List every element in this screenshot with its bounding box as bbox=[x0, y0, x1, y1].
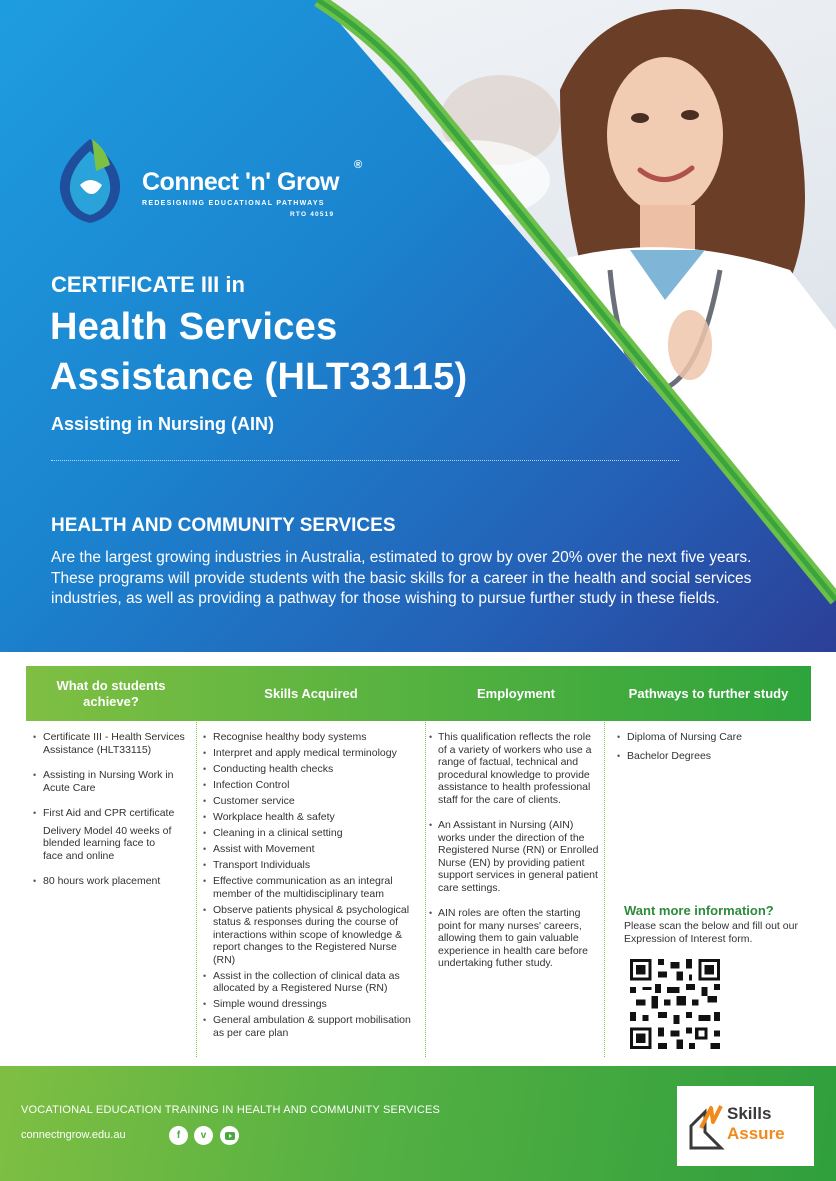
brand-tagline: REDESIGNING EDUCATIONAL PATHWAYS bbox=[142, 200, 325, 207]
rto-number: RTO 40519 bbox=[290, 211, 335, 218]
list-item: • Workplace health & safety bbox=[200, 811, 420, 824]
footer bbox=[0, 1066, 836, 1181]
more-info-box bbox=[624, 903, 804, 946]
achieve-column bbox=[30, 731, 190, 901]
skills-assure-logo bbox=[677, 1086, 814, 1166]
list-item: • Certificate III - Health Services Assistance (HLT33115) bbox=[30, 731, 190, 756]
header-pathways: Pathways to further study bbox=[628, 685, 789, 701]
list-item: • Observe patients physical & psychological status & responses during the course of interactions within scope of knowledge & report changes to the Registered Nurse (RN) bbox=[200, 904, 420, 967]
list-item: • Cleaning in a clinical setting bbox=[200, 827, 420, 840]
divider bbox=[51, 460, 679, 461]
pathways-column bbox=[614, 731, 804, 768]
connect-n-grow-logo bbox=[50, 135, 370, 225]
skills-assure-mark-icon bbox=[687, 1098, 727, 1158]
footer-tagline: VOCATIONAL EDUCATION TRAINING IN HEALTH AND COMMUNITY SERVICES bbox=[21, 1104, 441, 1116]
list-item: • An Assistant in Nursing (AIN) works under the direction of the Registered Nurse (RN) or Enrolled Nurse (EN) by providing patient support services in general patient care settings. bbox=[429, 819, 599, 894]
list-item: • Customer service bbox=[200, 795, 420, 808]
list-item: • Assisting in Nursing Work in Acute Care bbox=[30, 769, 190, 794]
partner-word-skills: Skills bbox=[727, 1104, 772, 1123]
logo-mark-icon bbox=[50, 135, 130, 225]
list-item: • First Aid and CPR certificate bbox=[30, 807, 190, 820]
list-item: • Simple wound dressings bbox=[200, 998, 420, 1011]
list-item: • Interpret and apply medical terminology bbox=[200, 747, 420, 760]
list-item: • This qualification reflects the role of a variety of workers who use a range of factual, technical and procedural knowledge to provide assistance to health professional staff for the care of clients. bbox=[429, 731, 599, 806]
course-title-line2: Assistance (HLT33115) bbox=[50, 356, 468, 398]
partner-word-assure: Assure bbox=[727, 1124, 785, 1143]
header-skills: Skills Acquired bbox=[264, 685, 358, 701]
section-heading: HEALTH AND COMMUNITY SERVICES bbox=[51, 515, 396, 536]
list-item: • Assist in the collection of clinical data as allocated by a Registered Nurse (RN) bbox=[200, 970, 420, 995]
more-info-title: Want more information? bbox=[624, 903, 774, 918]
list-item: • General ambulation & support mobilisation as per care plan bbox=[200, 1014, 420, 1039]
qr-code-icon[interactable] bbox=[630, 959, 720, 1049]
column-divider bbox=[604, 722, 605, 1057]
list-item: • Infection Control bbox=[200, 779, 420, 792]
list-item: • AIN roles are often the starting point for many nurses' careers, allowing them to gain valuable experience in health care before undertaking futher study. bbox=[429, 907, 599, 970]
vimeo-icon[interactable]: v bbox=[194, 1126, 213, 1145]
course-title-line1: Health Services bbox=[50, 306, 338, 348]
list-item: • Bachelor Degrees bbox=[614, 750, 804, 763]
more-info-text: Please scan the below and fill out our Expression of Interest form. bbox=[624, 920, 798, 945]
list-item: • Effective communication as an integral member of the multidisciplinary team bbox=[200, 875, 420, 900]
employment-column bbox=[429, 731, 599, 983]
list-item: • Diploma of Nursing Care bbox=[614, 731, 804, 744]
certificate-prefix: CERTIFICATE III in bbox=[51, 272, 245, 297]
website-link[interactable]: connectngrow.edu.au bbox=[21, 1129, 126, 1141]
list-item: Delivery Model 40 weeks of blended learning face to face and online bbox=[43, 824, 172, 862]
youtube-icon[interactable] bbox=[220, 1126, 239, 1145]
registered-mark: ® bbox=[354, 159, 363, 171]
course-subtitle: Assisting in Nursing (AIN) bbox=[51, 414, 275, 434]
table-header bbox=[26, 666, 811, 721]
header-achieve: What do students achieve? bbox=[56, 677, 166, 709]
list-item: • Assist with Movement bbox=[200, 843, 420, 856]
list-item: • 80 hours work placement bbox=[30, 875, 190, 888]
list-item: • Conducting health checks bbox=[200, 763, 420, 776]
section-body: Are the largest growing industries in Australia, estimated to grow by over 20% over the next five years. These programs will provide students with the basic skills for a career in the health and social services industries, as well as providing a pathway for those wishing to pursue further study in these fields. bbox=[51, 549, 752, 607]
brand-name: Connect 'n' Grow bbox=[142, 168, 339, 196]
skills-column bbox=[200, 731, 420, 1043]
facebook-icon[interactable]: f bbox=[169, 1126, 188, 1145]
list-item: • Transport Individuals bbox=[200, 859, 420, 872]
list-item: • Recognise healthy body systems bbox=[200, 731, 420, 744]
column-divider bbox=[425, 722, 426, 1057]
header-employment: Employment bbox=[476, 685, 555, 701]
column-divider bbox=[196, 722, 197, 1057]
